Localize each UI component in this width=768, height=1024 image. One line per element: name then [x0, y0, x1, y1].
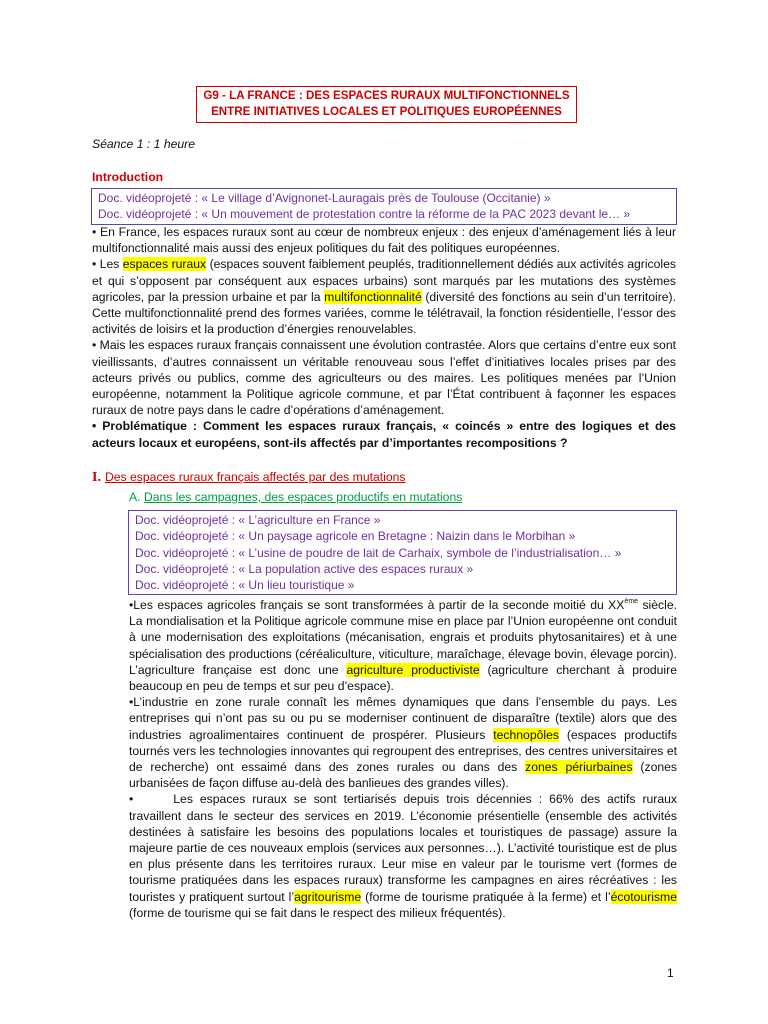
text-run: (agriculture cherchant à produire beaucoup en peu de temps et sur peu d’espace).: [129, 662, 677, 694]
highlighted-term: multifonctionnalité: [324, 289, 422, 304]
text-run: • Les: [92, 257, 123, 272]
subsection-title: Dans les campagnes, des espaces productifs en mutations: [143, 490, 463, 504]
title-line-1: G9 - LA FRANCE : DES ESPACES RURAUX MULTIFONCTIONNELS: [203, 89, 570, 102]
doc-reference: Doc. vidéoprojeté : « L’agriculture en France »: [135, 513, 381, 527]
doc-reference: Doc. vidéoprojeté : « Un mouvement de protestation contre la réforme de la PAC 2023 devant le… »: [98, 207, 631, 222]
document-title: [196, 86, 577, 123]
section-1-heading: [92, 470, 406, 486]
body-paragraph: [129, 694, 677, 791]
text-run: siècle. La mondialisation et la Politique agricole commune mise en place par l’Union européenne ont conduit à une modernisation des exploitations (mécanisation, engrais et produits phytosanitaires) et à une spécialisation des productions (céréaliculture, viticulture, maraîchage, élevage bovin, élevage porcin). L’agriculture française est donc une: [129, 598, 677, 677]
doc-reference: Doc. vidéoprojeté : « Un paysage agricole en Bretagne : Naizin dans le Morbihan »: [135, 529, 576, 544]
highlighted-term: technopôles: [493, 727, 559, 742]
intro-paragraph: • En France, les espaces ruraux sont au cœur de nombreux enjeux : des enjeux d’aménagement liés à leur multifonctionnalité mais aussi des enjeux politiques du fait des politiques européennes.: [92, 225, 676, 256]
intro-paragraph: • Mais les espaces ruraux français connaissent une évolution contrastée. Alors que certains d’entre eux sont vieillissants, d’autres connaissent un véritable renouveau sous l’effet d’initiatives locales prises par des acteurs privés ou publics, comme des agriculteurs ou des maires. Les politiques menées par l’Union européenne, notamment la Politique agricole commune, et par l’État contribuent à façonner les espaces ruraux de notre pays dans le cadre d’opérations d’aménagement.: [92, 338, 676, 418]
section-text: [129, 597, 677, 921]
highlighted-term: agriculture productiviste: [346, 662, 480, 677]
highlighted-term: zones périurbaines: [525, 760, 633, 775]
body-paragraph: [129, 597, 677, 694]
text-run: (zones urbanisées de façon diffuse au-delà des banlieues des grandes villes).: [129, 760, 678, 791]
highlighted-term: espaces ruraux: [122, 257, 207, 272]
doc-reference: Doc. vidéoprojeté : « La population active des espaces ruraux »: [135, 561, 474, 576]
bullet: •: [129, 792, 134, 807]
section-title: Des espaces ruraux français affectés par des mutations: [104, 470, 406, 484]
text-run: (forme de tourisme qui se fait dans le respect des milieux fréquentés).: [129, 905, 506, 920]
text-run: (forme de tourisme pratiquée à la ferme) et l’: [361, 889, 611, 904]
text-run: •L’industrie en zone rurale connaît les mêmes dynamiques que dans l’ensemble du pays. Les entreprises qui n’ont pas su ou pu se moderniser continuent de disparaître (textile) alors que des industries agroalimentaires continuent de prospérer. Plusieurs: [129, 695, 677, 742]
intro-paragraph: [92, 256, 676, 337]
problematique: • Problématique : Comment les espaces ruraux français, « coincés » entre des logiques et des acteurs locaux et européens, sont-ils affectés par d’importantes recompositions ?: [92, 419, 676, 450]
page-number: 1: [667, 966, 674, 980]
text-run: (espaces productifs tournés vers les technologies innovantes qui regroupent des entreprises, des centres universitaires et de recherche) ont essaimé dans des zones rurales ou dans des: [129, 727, 677, 775]
subsection-letter: A.: [129, 490, 141, 504]
section-number: I.: [92, 470, 101, 485]
doc-reference: Doc. vidéoprojeté : « Un lieu touristique »: [135, 578, 355, 593]
introduction-heading: Introduction: [92, 170, 164, 184]
highlighted-term: écotourisme: [610, 889, 677, 904]
subsection-a-heading: [129, 490, 462, 504]
text-run: Les espaces ruraux se sont tertiarisés depuis trois décennies : 66% des actifs ruraux travaillent dans le secteur des services en 2019. L’économie présentielle (ensemble des activités destinées à satisfaire les besoins des populations locales et touristiques de passage) assure la majeure partie de ces nouveaux emplois (services aux personnes…). L’activité touristique est de plus en plus présente dans les territoires ruraux. Leur mise en valeur par le tourisme vert (formes de tourisme pratiquées dans les espaces ruraux) transforme les campagnes en aires récréatives : les touristes y pratiquent surtout l’: [129, 792, 677, 904]
text-run: •Les espaces agricoles français se sont transformées à partir de la seconde moitié du XX: [129, 598, 625, 612]
intro-documents-box: [91, 188, 677, 225]
text-run: (diversité des fonctions au sein d’un territoire). Cette multifonctionnalité prend des formes variées, comme le télétravail, la fonction résidentielle, l’essor des activités de loisirs et la production d’énergies renouvelables.: [92, 289, 677, 337]
doc-reference: Doc. vidéoprojeté : « L’usine de poudre de lait de Carhaix, symbole de l’industrialisation… »: [135, 545, 622, 560]
session-info: Séance 1 : 1 heure: [92, 137, 195, 151]
body-paragraph: [129, 791, 677, 921]
text-run: (espaces souvent faiblement peuplés, traditionnellement dédiés aux activités agricoles et qui s’opposent par conséquent aux espaces urbains) sont marqués par les mutations des systèmes agricoles, par la pression urbaine et par la: [92, 257, 676, 304]
section-documents-box: [128, 510, 677, 595]
title-line-2: ENTRE INITIATIVES LOCALES ET POLITIQUES EUROPÉENNES: [211, 105, 562, 118]
superscript: ème: [624, 598, 639, 605]
highlighted-term: agritourisme: [294, 889, 362, 904]
doc-reference: Doc. vidéoprojeté : « Le village d’Avignonet-Lauragais près de Toulouse (Occitanie) »: [98, 191, 551, 205]
introduction-text: [92, 224, 676, 451]
